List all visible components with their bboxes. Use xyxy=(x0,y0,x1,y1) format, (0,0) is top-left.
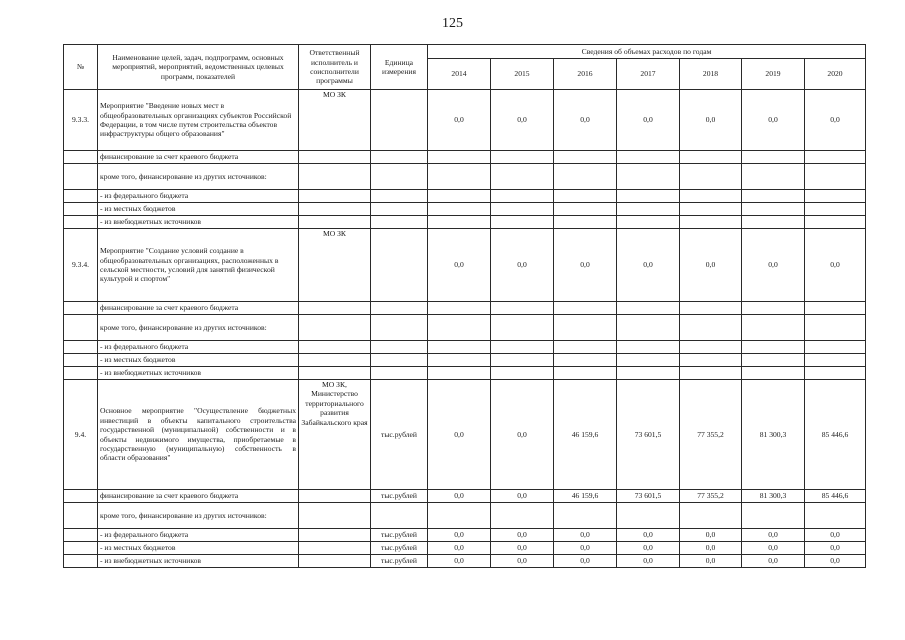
row-value: 0,0 xyxy=(554,229,617,302)
table-row xyxy=(64,229,866,302)
row-value: 0,0 xyxy=(554,555,617,568)
row-value: 0,0 xyxy=(805,542,866,555)
row-value: 0,0 xyxy=(680,529,742,542)
row-value xyxy=(491,367,554,380)
row-value: 0,0 xyxy=(491,229,554,302)
row-value xyxy=(617,151,680,164)
row-name: финансирование за счет краевого бюджета xyxy=(98,490,299,503)
row-name: - из внебюджетных источников xyxy=(98,555,299,568)
table-row xyxy=(64,203,866,216)
row-value xyxy=(742,367,805,380)
row-value: 0,0 xyxy=(680,542,742,555)
header-expenses-group: Сведения об объемах расходов по годам xyxy=(428,45,866,59)
budget-table xyxy=(63,44,866,568)
table-row xyxy=(64,529,866,542)
row-value xyxy=(742,302,805,315)
row-unit: тыс.рублей xyxy=(371,380,428,490)
row-value xyxy=(428,151,491,164)
row-value: 73 601,5 xyxy=(617,490,680,503)
row-value: 0,0 xyxy=(805,90,866,151)
row-name: - из местных бюджетов xyxy=(98,354,299,367)
row-value xyxy=(617,203,680,216)
row-value xyxy=(491,164,554,190)
row-value xyxy=(742,164,805,190)
row-value: 0,0 xyxy=(617,542,680,555)
row-value xyxy=(554,190,617,203)
row-value xyxy=(680,341,742,354)
row-responsible xyxy=(299,164,371,190)
row-unit xyxy=(371,90,428,151)
table-row xyxy=(64,354,866,367)
row-value xyxy=(680,302,742,315)
header-year: 2020 xyxy=(805,59,866,90)
row-value: 73 601,5 xyxy=(617,380,680,490)
row-number: 9.3.4. xyxy=(64,229,98,302)
row-value xyxy=(617,367,680,380)
row-value xyxy=(805,354,866,367)
table-row xyxy=(64,151,866,164)
table-row xyxy=(64,216,866,229)
row-value xyxy=(742,203,805,216)
row-value: 0,0 xyxy=(491,542,554,555)
row-name: - из федерального бюджета xyxy=(98,190,299,203)
row-value xyxy=(428,190,491,203)
row-unit xyxy=(371,367,428,380)
row-value xyxy=(617,216,680,229)
row-unit: тыс.рублей xyxy=(371,490,428,503)
row-unit xyxy=(371,302,428,315)
row-number xyxy=(64,315,98,341)
row-value: 0,0 xyxy=(742,90,805,151)
header-year: 2014 xyxy=(428,59,491,90)
row-value xyxy=(742,190,805,203)
row-number: 9.3.3. xyxy=(64,90,98,151)
table-row xyxy=(64,90,866,151)
row-unit: тыс.рублей xyxy=(371,542,428,555)
row-value: 0,0 xyxy=(554,90,617,151)
row-responsible xyxy=(299,216,371,229)
row-value: 0,0 xyxy=(491,529,554,542)
row-value xyxy=(428,315,491,341)
header-no: № xyxy=(64,45,98,90)
row-value: 0,0 xyxy=(491,555,554,568)
row-value xyxy=(617,190,680,203)
row-value xyxy=(742,151,805,164)
row-value xyxy=(617,164,680,190)
row-value xyxy=(680,315,742,341)
row-number xyxy=(64,490,98,503)
row-value xyxy=(554,503,617,529)
row-value xyxy=(428,302,491,315)
row-value: 0,0 xyxy=(742,229,805,302)
row-value xyxy=(428,341,491,354)
row-value: 0,0 xyxy=(428,529,491,542)
row-value: 0,0 xyxy=(554,529,617,542)
row-value: 0,0 xyxy=(428,229,491,302)
row-number xyxy=(64,151,98,164)
row-number xyxy=(64,190,98,203)
row-name: финансирование за счет краевого бюджета xyxy=(98,151,299,164)
row-unit xyxy=(371,315,428,341)
row-unit xyxy=(371,503,428,529)
row-responsible xyxy=(299,341,371,354)
row-name: - из местных бюджетов xyxy=(98,542,299,555)
row-value xyxy=(742,503,805,529)
row-responsible xyxy=(299,190,371,203)
row-value: 0,0 xyxy=(680,90,742,151)
row-value: 0,0 xyxy=(428,90,491,151)
row-unit xyxy=(371,203,428,216)
row-number xyxy=(64,503,98,529)
header-name: Наименование целей, задач, подпрограмм, основных мероприятий, мероприятий, ведомственных целевых программ, показателей xyxy=(98,45,299,90)
row-name: Мероприятие "Введение новых мест в общеобразовательных организациях субъектов Российской Федерации, в том числе путем строительства объектов инфраструктуры общего образования" xyxy=(98,90,299,151)
row-value xyxy=(680,367,742,380)
row-value xyxy=(428,503,491,529)
row-responsible xyxy=(299,542,371,555)
row-value xyxy=(428,203,491,216)
table-row xyxy=(64,503,866,529)
row-name: - из внебюджетных источников xyxy=(98,216,299,229)
page-number: 125 xyxy=(442,16,463,31)
row-value xyxy=(491,302,554,315)
row-value xyxy=(680,164,742,190)
row-value xyxy=(491,190,554,203)
row-value xyxy=(617,315,680,341)
row-value xyxy=(491,151,554,164)
row-value xyxy=(491,315,554,341)
row-name: - из федерального бюджета xyxy=(98,529,299,542)
row-value xyxy=(554,341,617,354)
row-value xyxy=(805,164,866,190)
header-year: 2015 xyxy=(491,59,554,90)
row-name: финансирование за счет краевого бюджета xyxy=(98,302,299,315)
row-responsible xyxy=(299,302,371,315)
row-number xyxy=(64,216,98,229)
row-value: 0,0 xyxy=(428,380,491,490)
table-row xyxy=(64,164,866,190)
row-value xyxy=(805,203,866,216)
row-number xyxy=(64,164,98,190)
row-value xyxy=(554,315,617,341)
table-row xyxy=(64,302,866,315)
row-value: 0,0 xyxy=(805,555,866,568)
row-value xyxy=(617,341,680,354)
row-unit: тыс.рублей xyxy=(371,529,428,542)
row-value xyxy=(554,216,617,229)
row-value: 0,0 xyxy=(680,555,742,568)
header-year: 2019 xyxy=(742,59,805,90)
row-responsible: МО ЗК xyxy=(299,90,371,151)
row-value xyxy=(491,503,554,529)
row-number xyxy=(64,555,98,568)
row-number xyxy=(64,529,98,542)
header-year: 2016 xyxy=(554,59,617,90)
row-name: кроме того, финансирование из других источников: xyxy=(98,164,299,190)
row-value: 77 355,2 xyxy=(680,490,742,503)
table-row xyxy=(64,380,866,490)
row-responsible xyxy=(299,490,371,503)
row-value: 46 159,6 xyxy=(554,380,617,490)
row-responsible xyxy=(299,503,371,529)
row-responsible xyxy=(299,151,371,164)
row-value xyxy=(805,216,866,229)
row-value xyxy=(805,190,866,203)
table-header xyxy=(64,45,866,90)
header-unit: Единица измерения xyxy=(371,45,428,90)
row-value: 0,0 xyxy=(491,90,554,151)
header-year: 2018 xyxy=(680,59,742,90)
row-value: 0,0 xyxy=(428,490,491,503)
row-number xyxy=(64,203,98,216)
row-value xyxy=(617,302,680,315)
row-value xyxy=(680,354,742,367)
row-value: 0,0 xyxy=(617,555,680,568)
row-value: 0,0 xyxy=(428,542,491,555)
row-value: 81 300,3 xyxy=(742,490,805,503)
row-value xyxy=(680,151,742,164)
row-number xyxy=(64,341,98,354)
row-value: 0,0 xyxy=(617,90,680,151)
row-value: 0,0 xyxy=(680,229,742,302)
table-body xyxy=(64,90,866,568)
row-number xyxy=(64,367,98,380)
row-name: кроме того, финансирование из других источников: xyxy=(98,503,299,529)
row-number xyxy=(64,354,98,367)
row-value: 0,0 xyxy=(491,380,554,490)
row-value: 0,0 xyxy=(742,542,805,555)
row-value xyxy=(805,367,866,380)
row-name: Основное мероприятие "Осуществление бюджетных инвестиций в объекты капитального строительства государственной (муниципальной) собственности и в объекты недвижимого имущества, приобретаемые в государственную (муниципальную) собственность в области образования" xyxy=(98,380,299,490)
row-value: 0,0 xyxy=(742,529,805,542)
row-value xyxy=(491,341,554,354)
row-value: 85 446,6 xyxy=(805,380,866,490)
row-responsible: МО ЗК xyxy=(299,229,371,302)
row-unit xyxy=(371,164,428,190)
row-value: 46 159,6 xyxy=(554,490,617,503)
table-row xyxy=(64,490,866,503)
row-value xyxy=(491,203,554,216)
row-value xyxy=(805,302,866,315)
row-value xyxy=(805,315,866,341)
row-value xyxy=(617,354,680,367)
row-unit xyxy=(371,354,428,367)
row-value xyxy=(491,216,554,229)
row-value: 0,0 xyxy=(554,542,617,555)
row-value xyxy=(742,354,805,367)
header-responsible: Ответственный исполнитель и соисполнители программы xyxy=(299,45,371,90)
row-unit xyxy=(371,229,428,302)
row-value xyxy=(680,190,742,203)
row-value xyxy=(617,503,680,529)
row-value xyxy=(742,341,805,354)
table-row xyxy=(64,315,866,341)
row-responsible xyxy=(299,367,371,380)
row-value xyxy=(428,164,491,190)
table-row xyxy=(64,542,866,555)
table-row xyxy=(64,367,866,380)
row-value xyxy=(805,151,866,164)
row-responsible xyxy=(299,315,371,341)
row-unit xyxy=(371,151,428,164)
row-value xyxy=(554,354,617,367)
row-value: 0,0 xyxy=(805,529,866,542)
row-value: 81 300,3 xyxy=(742,380,805,490)
row-value: 0,0 xyxy=(617,229,680,302)
row-value: 0,0 xyxy=(617,529,680,542)
table-row xyxy=(64,555,866,568)
row-number: 9.4. xyxy=(64,380,98,490)
row-value xyxy=(680,216,742,229)
row-responsible xyxy=(299,555,371,568)
row-value: 0,0 xyxy=(491,490,554,503)
row-responsible xyxy=(299,203,371,216)
row-number xyxy=(64,302,98,315)
row-responsible xyxy=(299,354,371,367)
row-value xyxy=(554,151,617,164)
row-value xyxy=(680,503,742,529)
row-responsible: МО ЗК, Министерство территориального развития Забайкальского края xyxy=(299,380,371,490)
row-name: - из федерального бюджета xyxy=(98,341,299,354)
row-value xyxy=(554,302,617,315)
row-value xyxy=(428,354,491,367)
row-name: - из внебюджетных источников xyxy=(98,367,299,380)
row-name: кроме того, финансирование из других источников: xyxy=(98,315,299,341)
row-value xyxy=(428,216,491,229)
row-number xyxy=(64,542,98,555)
row-value xyxy=(554,203,617,216)
row-unit: тыс.рублей xyxy=(371,555,428,568)
row-name: Мероприятие "Создание условий создание в общеобразовательных организациях, расположенных в сельской местности, условий для занятий физической культурой и спортом" xyxy=(98,229,299,302)
row-value: 0,0 xyxy=(742,555,805,568)
row-value xyxy=(805,341,866,354)
row-value: 85 446,6 xyxy=(805,490,866,503)
row-value: 0,0 xyxy=(428,555,491,568)
table-row xyxy=(64,341,866,354)
row-value: 0,0 xyxy=(805,229,866,302)
header-year: 2017 xyxy=(617,59,680,90)
row-value xyxy=(428,367,491,380)
row-unit xyxy=(371,216,428,229)
row-name: - из местных бюджетов xyxy=(98,203,299,216)
row-unit xyxy=(371,190,428,203)
row-value xyxy=(554,164,617,190)
row-value xyxy=(554,367,617,380)
row-value xyxy=(491,354,554,367)
table-row xyxy=(64,190,866,203)
row-value xyxy=(742,315,805,341)
row-value xyxy=(742,216,805,229)
row-responsible xyxy=(299,529,371,542)
row-unit xyxy=(371,341,428,354)
row-value xyxy=(805,503,866,529)
row-value xyxy=(680,203,742,216)
row-value: 77 355,2 xyxy=(680,380,742,490)
